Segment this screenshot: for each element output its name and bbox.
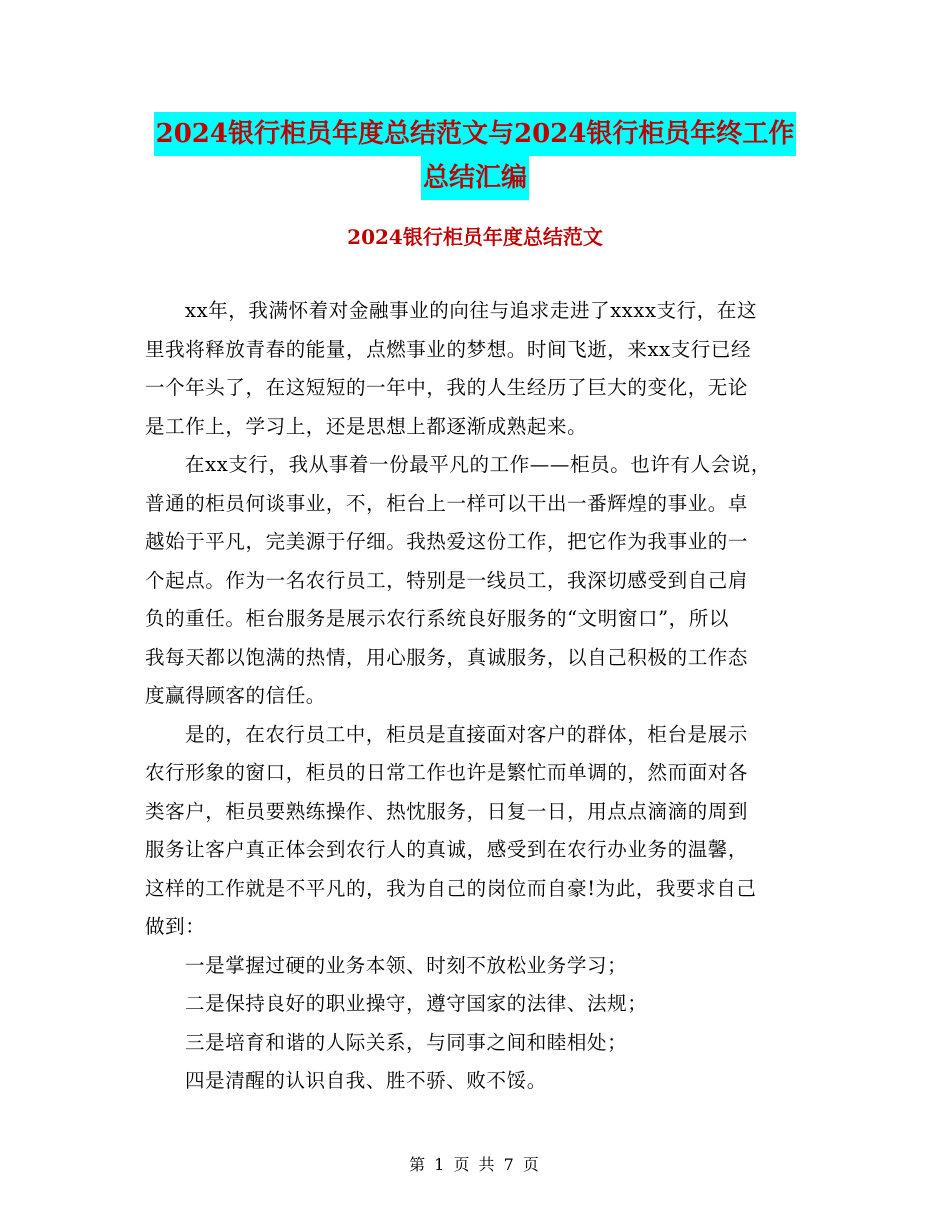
text-line: 越始于平凡，完美源于仔细。我热爱这份工作，把它作为我事业的一	[145, 530, 749, 553]
title-line-1: 2024银行柜员年度总结范文与2024银行柜员年终工作	[154, 112, 797, 156]
list-item-1	[145, 947, 825, 986]
paragraph-1	[145, 292, 825, 446]
list-item-4	[145, 1062, 825, 1101]
text-line: 我每天都以饱满的热情，用心服务，真诚服务，以自己积极的工作态	[145, 645, 749, 669]
document-body	[145, 292, 825, 1101]
list-item-2	[145, 985, 825, 1024]
text-line: 四是清醒的认识自我、胜不骄、败不馁。	[185, 1069, 547, 1092]
text-line: 度赢得顾客的信任。	[145, 684, 326, 707]
title-line-2: 总结汇编	[421, 156, 529, 200]
text-line: 是工作上，学习上，还是思想上都逐渐成熟起来。	[145, 414, 588, 438]
text-line: 里我将释放青春的能量，点燃事业的梦想。时间飞逝，来xx支行已经	[145, 337, 752, 361]
text-line: 普通的柜员何谈事业，不，柜台上一样可以干出一番辉煌的事业。卓	[145, 491, 749, 515]
document-title	[0, 112, 950, 200]
text-line: 这样的工作就是不平凡的，我为自己的岗位而自豪!为此，我要求自己	[145, 876, 757, 900]
text-line: 服务让客户真正体会到农行人的真诚，感受到在农行办业务的温馨，	[145, 838, 749, 861]
section-title: 2024银行柜员年度总结范文	[347, 225, 603, 249]
text-line: 三是培育和谐的人际关系，与同事之间和睦相处；	[185, 1030, 628, 1054]
text-line: 二是保持良好的职业操守，遵守国家的法律、法规；	[185, 992, 648, 1015]
list-item-3	[145, 1024, 825, 1063]
text-line: 负的重任。柜台服务是展示农行系统良好服务的“文明窗口”，所以	[145, 607, 729, 630]
text-line: 个起点。作为一名农行员工，特别是一线员工，我深切感受到自己肩	[145, 568, 749, 592]
text-line: 是的，在农行员工中，柜员是直接面对客户的群体，柜台是展示	[185, 722, 748, 746]
text-line: 做到：	[145, 915, 206, 938]
page-footer: 第 1 页 共 7 页	[409, 1155, 541, 1174]
text-line: 一个年头了，在这短短的一年中，我的人生经历了巨大的变化，无论	[145, 376, 749, 399]
text-line: 一是掌握过硬的业务本领、时刻不放松业务学习；	[185, 953, 628, 977]
text-line: xx年，我满怀着对金融事业的向往与追求走进了xxxx支行，在这	[185, 299, 758, 322]
text-line: 农行形象的窗口，柜员的日常工作也许是繁忙而单调的，然而面对各	[145, 761, 749, 784]
text-line: 在xx支行，我从事着一份最平凡的工作——柜员。也许有人会说，	[185, 453, 771, 476]
paragraph-2	[145, 446, 825, 716]
text-line: 类客户，柜员要熟练操作、热忱服务，日复一日，用点点滴滴的周到	[145, 799, 749, 823]
paragraph-3	[145, 716, 825, 947]
